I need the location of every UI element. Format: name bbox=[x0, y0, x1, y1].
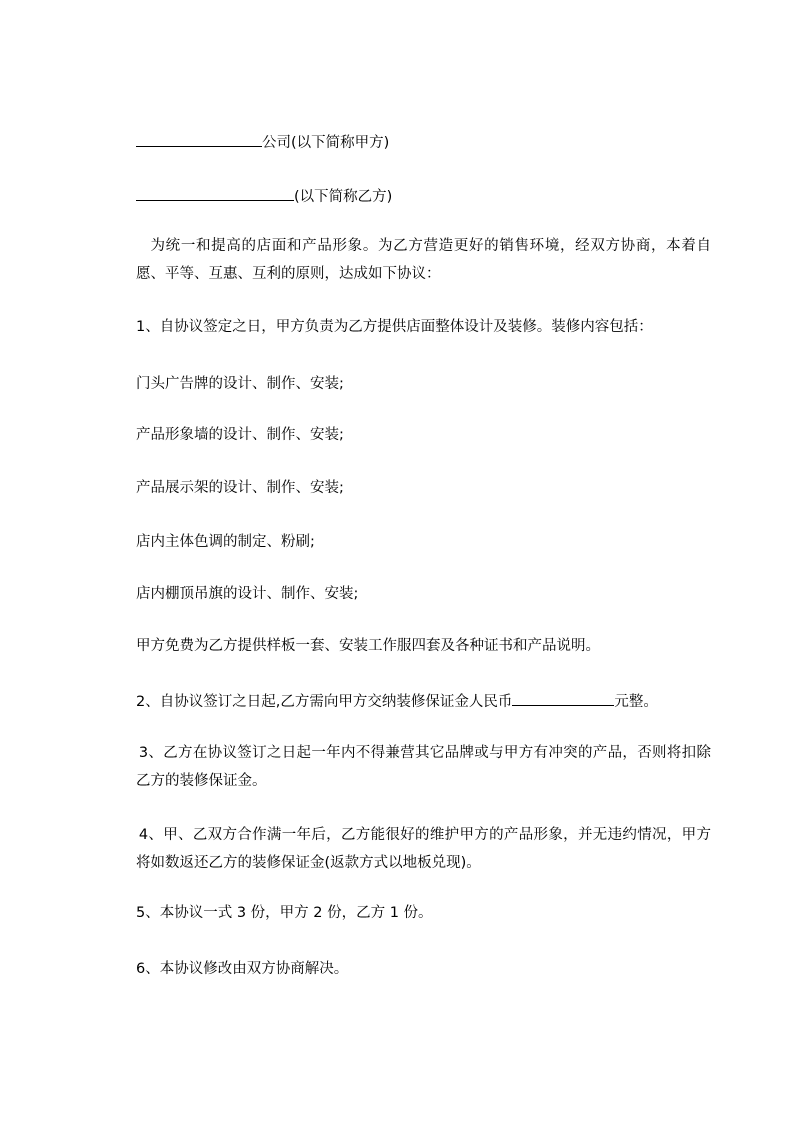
clause-2-suffix: 元整。 bbox=[614, 694, 658, 710]
party-b-name-blank[interactable] bbox=[136, 186, 294, 201]
clause-1-item: 产品展示架的设计、制作、安装; bbox=[136, 480, 344, 496]
clause-3: 3、乙方在协议签订之日起一年内不得兼营其它品牌或与甲方有冲突的产品，否则将扣除乙方的装修保证金。 bbox=[136, 745, 711, 789]
party-a-label: 公司(以下简称甲方) bbox=[262, 135, 390, 151]
clause-4: 4、甲、乙双方合作满一年后，乙方能很好的维护甲方的产品形象，并无违约情况，甲方将如数返还乙方的装修保证金(返款方式以地板兑现)。 bbox=[136, 827, 711, 871]
party-a-name-blank[interactable] bbox=[136, 132, 262, 147]
clause-1-item: 门头广告牌的设计、制作、安装; bbox=[136, 376, 344, 392]
clause-6: 6、本协议修改由双方协商解决。 bbox=[136, 961, 349, 977]
clause-1-item: 店内棚顶吊旗的设计、制作、安装; bbox=[136, 586, 359, 602]
clause-1: 1、自协议签定之日，甲方负责为乙方提供店面整体设计及装修。装修内容包括： bbox=[136, 319, 653, 335]
party-a-line bbox=[136, 132, 389, 153]
intro-paragraph: 为统一和提高的店面和产品形象。为乙方营造更好的销售环境，经双方协商，本着自愿、平等、互惠、互利的原则，达成如下协议： bbox=[136, 238, 711, 282]
clause-5: 5、本协议一式 3 份，甲方 2 份，乙方 1 份。 bbox=[136, 905, 433, 921]
party-b-label: (以下简称乙方) bbox=[294, 189, 393, 205]
clause-1-item: 店内主体色调的制定、粉刷; bbox=[136, 534, 315, 550]
clause-2 bbox=[136, 691, 658, 712]
clause-2-prefix: 2、自协议签订之日起,乙方需向甲方交纳装修保证金人民币 bbox=[136, 694, 513, 710]
clause-1-item: 甲方免费为乙方提供样板一套、安装工作服四套及各种证书和产品说明。 bbox=[136, 638, 600, 654]
clause-1-item: 产品形象墙的设计、制作、安装; bbox=[136, 427, 344, 443]
deposit-amount-blank[interactable] bbox=[512, 691, 614, 706]
party-b-line bbox=[136, 186, 392, 207]
